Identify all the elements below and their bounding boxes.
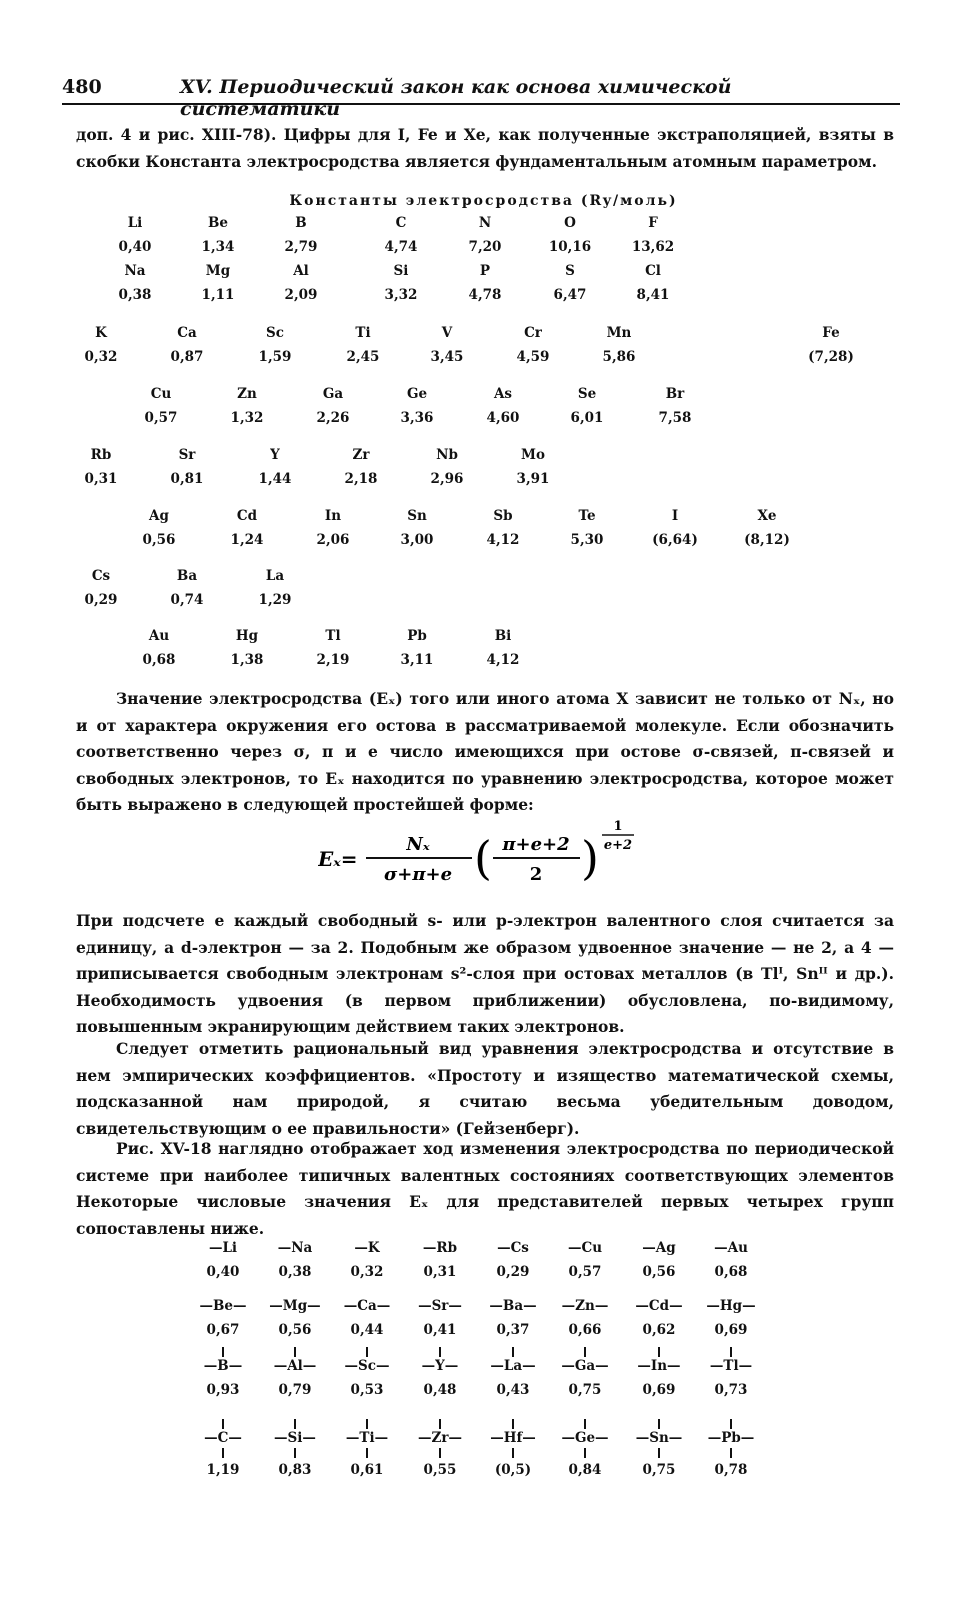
element-cell: [618, 215, 688, 255]
running-title: XV. Периодический закон как основа химической систематики: [180, 76, 732, 120]
element-bond-label: —Cd—: [635, 1298, 683, 1314]
bond-line: [294, 1347, 296, 1357]
element-cell: [240, 447, 310, 487]
group-cell: [407, 1240, 473, 1280]
element-value: 0,69: [714, 1322, 748, 1338]
paragraph-figure-ref: [76, 1136, 894, 1242]
element-value: 5,30: [570, 532, 604, 548]
header-rule: [62, 103, 900, 105]
equation-graphic: [318, 816, 658, 896]
element-bond-label: —Sn—: [635, 1430, 683, 1446]
element-cell: [552, 386, 622, 426]
element-symbol: Tl: [325, 628, 341, 644]
element-value: 2,18: [344, 471, 378, 487]
element-cell: [152, 568, 222, 608]
element-value: 3,36: [400, 410, 434, 426]
element-value: 2,19: [316, 652, 350, 668]
element-value: 0,41: [423, 1322, 457, 1338]
element-value: 0,78: [714, 1462, 748, 1478]
group-cell: [552, 1358, 618, 1398]
element-symbol: As: [493, 386, 513, 402]
element-value: 1,34: [201, 239, 235, 255]
element-cell: [732, 508, 802, 548]
element-symbol: B: [295, 215, 307, 231]
element-cell: [266, 215, 336, 255]
group-cell: [190, 1240, 256, 1280]
element-value: 0,75: [568, 1382, 602, 1398]
element-value: 1,32: [230, 410, 264, 426]
element-value: 0,79: [278, 1382, 312, 1398]
element-value: 8,41: [636, 287, 670, 303]
element-symbol: Se: [577, 386, 597, 402]
element-bond-label: —Sr—: [418, 1298, 462, 1314]
bond-line: [584, 1448, 586, 1458]
element-cell: [152, 447, 222, 487]
element-cell: [412, 325, 482, 365]
element-value: 0,32: [350, 1264, 384, 1280]
element-cell: [212, 386, 282, 426]
electroaffinity-equation: [318, 816, 658, 896]
element-symbol: Ca: [177, 325, 197, 341]
group-cell: [407, 1358, 473, 1398]
element-value: 7,20: [468, 239, 502, 255]
element-value: 1,59: [258, 349, 292, 365]
element-value: 4,78: [468, 287, 502, 303]
element-cell: [468, 628, 538, 668]
intro-paragraph: доп. 4 и рис. XIII-78). Цифры для I, Fe и Xe, как полученные экстраполяцией, взяты в скобки Константа электросродства является фундаментальным атомным параметром.: [76, 125, 894, 171]
element-value: 0,38: [278, 1264, 312, 1280]
element-symbol: Mn: [606, 325, 632, 341]
element-cell: [183, 263, 253, 303]
element-value: 0,75: [642, 1462, 676, 1478]
element-value: 4,12: [486, 652, 520, 668]
element-value: (6,64): [652, 532, 698, 548]
element-value: 0,69: [642, 1382, 676, 1398]
element-value: 2,06: [316, 532, 350, 548]
element-cell: [618, 263, 688, 303]
element-bond-label: —C—: [204, 1430, 242, 1446]
bond-line: [439, 1448, 441, 1458]
element-cell: [498, 447, 568, 487]
bond-line: [439, 1419, 441, 1429]
bond-line: [512, 1419, 514, 1429]
inner-denominator: 2: [529, 864, 543, 885]
element-value: 6,01: [570, 410, 604, 426]
bond-line: [730, 1419, 732, 1429]
element-bond-label: —Cs: [497, 1240, 529, 1256]
group-cell: [262, 1358, 328, 1398]
element-value: 0,56: [278, 1322, 312, 1338]
element-value: 0,55: [423, 1462, 457, 1478]
element-value: 10,16: [548, 239, 592, 255]
element-value: 0,31: [84, 471, 118, 487]
element-value: (0,5): [494, 1462, 532, 1478]
element-symbol: Ba: [176, 568, 198, 584]
paragraph-counting: При подсчете e каждый свободный s- или p-электрон валентного слоя считается за единицу, a d-электрон — за 2. Подобным же образом удвоенное значение — не 2, а 4 — приписывается свободным электронам s²-слоя при остовах металлов (в Tlᴵ, Snᴵᴵ и др.). Необходимость удвоения (в первом приближении) обусловлена, по-видимому, повышенным экранирующим действием таких электронов.: [76, 911, 894, 1036]
element-cell: [298, 628, 368, 668]
element-symbol: Cr: [524, 325, 542, 341]
element-bond-label: —Li: [208, 1240, 238, 1256]
table-title: Константы электросродства (Ry/моль): [289, 193, 678, 209]
element-symbol: Hg: [235, 628, 259, 644]
element-bond-label: —Tl—: [709, 1358, 753, 1374]
element-bond-label: —Si—: [274, 1430, 316, 1446]
element-value: 0,61: [350, 1462, 384, 1478]
element-symbol: La: [265, 568, 285, 584]
element-cell: [66, 447, 136, 487]
element-value: 2,96: [430, 471, 464, 487]
element-cell: [152, 325, 222, 365]
group-cell: [626, 1358, 692, 1398]
group-cell: [190, 1298, 256, 1338]
element-value: 0,48: [423, 1382, 457, 1398]
element-bond-label: —Au: [714, 1240, 748, 1256]
element-symbol: Cu: [150, 386, 172, 402]
element-value: (8,12): [744, 532, 790, 548]
element-cell: [366, 215, 436, 255]
bond-line: [222, 1448, 224, 1458]
element-value: 3,32: [384, 287, 418, 303]
element-symbol: C: [395, 215, 407, 231]
equation-numerator: Nₓ: [406, 834, 430, 855]
element-symbol: Xe: [757, 508, 777, 524]
element-value: 0,68: [714, 1264, 748, 1280]
element-value: 0,40: [206, 1264, 240, 1280]
element-value: 1,38: [230, 652, 264, 668]
element-value: 1,44: [258, 471, 292, 487]
element-cell: [640, 386, 710, 426]
bond-line: [658, 1347, 660, 1357]
element-symbol: Au: [148, 628, 170, 644]
element-symbol: Te: [578, 508, 596, 524]
element-bond-label: —Rb: [422, 1240, 458, 1256]
element-value: 0,53: [350, 1382, 384, 1398]
element-bond-label: —B—: [203, 1358, 243, 1374]
bond-line: [584, 1419, 586, 1429]
element-bond-label: —Zr—: [418, 1430, 462, 1446]
element-symbol: In: [324, 508, 342, 524]
element-symbol: Ga: [322, 386, 344, 402]
paragraph-text: Значение электросродства (Eₓ) того или иного атома X зависит не только от Nₓ, но и от характера окружения его остова в рассматриваемой молекуле. Если обозначить соответственно через σ, π и e число имеющихся при остове σ-связей, π-связей и свободных электронов, то Eₓ находится по уравнению электросродства, которое может быть выражено в следующей простейшей форме:: [76, 689, 894, 814]
element-cell: [640, 508, 710, 548]
page-number: 480: [62, 76, 102, 98]
element-cell: [366, 263, 436, 303]
element-cell: [66, 325, 136, 365]
element-cell: [450, 215, 520, 255]
element-value: 0,29: [496, 1264, 530, 1280]
exponent-numerator: 1: [613, 819, 623, 834]
inner-numerator: π+e+2: [502, 834, 570, 855]
element-cell: [796, 325, 866, 365]
element-bond-label: —Hf—: [490, 1430, 536, 1446]
element-cell: [124, 508, 194, 548]
element-value: 2,79: [284, 239, 318, 255]
element-value: 6,47: [553, 287, 587, 303]
element-symbol: Si: [393, 263, 409, 279]
element-symbol: Pb: [407, 628, 427, 644]
element-value: 0,31: [423, 1264, 457, 1280]
group-cell: [480, 1240, 546, 1280]
element-value: 0,29: [84, 592, 118, 608]
element-value: 0,40: [118, 239, 152, 255]
element-symbol: N: [478, 215, 492, 231]
element-bond-label: —Be—: [199, 1298, 247, 1314]
element-bond-label: —Zn—: [561, 1298, 609, 1314]
element-value: 0,81: [170, 471, 204, 487]
bond-line: [730, 1448, 732, 1458]
bond-line: [366, 1419, 368, 1429]
element-value: 4,60: [486, 410, 520, 426]
element-cell: [498, 325, 568, 365]
bond-line: [658, 1448, 660, 1458]
element-cell: [266, 263, 336, 303]
bond-line: [512, 1448, 514, 1458]
element-bond-label: —Ag: [642, 1240, 676, 1256]
element-cell: [240, 568, 310, 608]
element-cell: [535, 263, 605, 303]
group-cell: [698, 1240, 764, 1280]
element-cell: [552, 508, 622, 548]
element-cell: [126, 386, 196, 426]
element-symbol: Na: [124, 263, 146, 279]
bond-line: [294, 1419, 296, 1429]
bond-line: [439, 1347, 441, 1357]
element-symbol: Be: [208, 215, 228, 231]
element-symbol: K: [95, 325, 107, 341]
element-cell: [382, 628, 452, 668]
element-symbol: Bi: [494, 628, 512, 644]
group-cell: [626, 1298, 692, 1338]
element-symbol: Ag: [149, 508, 169, 524]
bond-line: [584, 1347, 586, 1357]
element-value: 4,59: [516, 349, 550, 365]
element-value: 0,38: [118, 287, 152, 303]
element-cell: [212, 628, 282, 668]
element-value: 0,56: [142, 532, 176, 548]
group-cell: [480, 1358, 546, 1398]
element-cell: [412, 447, 482, 487]
element-bond-label: —Mg—: [269, 1298, 321, 1314]
element-value: 0,44: [350, 1322, 384, 1338]
element-cell: [124, 628, 194, 668]
group-cell: [334, 1298, 400, 1338]
bond-line: [512, 1347, 514, 1357]
element-value: 0,66: [568, 1322, 602, 1338]
element-value: 1,19: [206, 1462, 240, 1478]
element-bond-label: —Ca—: [343, 1298, 391, 1314]
element-value: 0,56: [642, 1264, 676, 1280]
element-value: 0,32: [84, 349, 118, 365]
element-value: 3,45: [430, 349, 464, 365]
element-cell: [326, 447, 396, 487]
element-symbol: Zn: [237, 386, 257, 402]
bond-line: [294, 1448, 296, 1458]
element-symbol: Y: [270, 447, 280, 463]
paragraph-text: Рис. XV-18 наглядно отображает ход изменения электросродства по периодической системе при наиболее типичных валентных состояниях соответствующих элементов Некоторые числовые значения Eₓ для представителей первых четырех групп сопоставлены ниже.: [76, 1139, 894, 1238]
group-cell: [334, 1358, 400, 1398]
element-symbol: V: [441, 325, 453, 341]
element-value: 2,26: [316, 410, 350, 426]
group-cell: [552, 1298, 618, 1338]
element-symbol: Rb: [90, 447, 112, 463]
element-value: 3,11: [400, 652, 434, 668]
element-symbol: Sr: [178, 447, 196, 463]
element-value: 4,12: [486, 532, 520, 548]
equation-lhs: Eₓ=: [318, 847, 358, 871]
element-cell: [468, 386, 538, 426]
element-cell: [100, 263, 170, 303]
element-value: 7,58: [658, 410, 692, 426]
element-bond-label: —In—: [637, 1358, 681, 1374]
element-symbol: Li: [127, 215, 143, 231]
element-value: 1,11: [201, 287, 235, 303]
element-cell: [328, 325, 398, 365]
element-cell: [298, 386, 368, 426]
element-value: 0,74: [170, 592, 204, 608]
element-bond-label: —Cu: [567, 1240, 603, 1256]
element-symbol: Br: [665, 386, 685, 402]
element-value: 0,83: [278, 1462, 312, 1478]
element-symbol: Al: [293, 263, 309, 279]
paragraph-definition: [76, 686, 894, 819]
element-bond-label: —Ga—: [561, 1358, 609, 1374]
element-symbol: Zr: [352, 447, 370, 463]
element-value: 0,57: [568, 1264, 602, 1280]
element-value: 2,09: [284, 287, 318, 303]
right-paren: ): [581, 831, 599, 885]
element-symbol: Ge: [406, 386, 428, 402]
element-bond-label: —La—: [490, 1358, 536, 1374]
element-cell: [450, 263, 520, 303]
group-cell: [626, 1240, 692, 1280]
element-value: 1,24: [230, 532, 264, 548]
group-cell: [262, 1240, 328, 1280]
element-symbol: Sb: [493, 508, 513, 524]
element-bond-label: —Hg—: [706, 1298, 756, 1314]
element-symbol: Fe: [822, 325, 840, 341]
element-symbol: Ti: [355, 325, 371, 341]
element-cell: [382, 508, 452, 548]
bond-line: [730, 1347, 732, 1357]
element-cell: [66, 568, 136, 608]
element-value: 0,84: [568, 1462, 602, 1478]
element-bond-label: —Ti—: [345, 1430, 389, 1446]
element-bond-label: —Y—: [421, 1358, 459, 1374]
group-cell: [552, 1240, 618, 1280]
element-value: 13,62: [631, 239, 675, 255]
bond-line: [366, 1347, 368, 1357]
group-cell: [407, 1298, 473, 1338]
bond-line: [222, 1347, 224, 1357]
element-cell: [240, 325, 310, 365]
element-bond-label: —Sc—: [344, 1358, 390, 1374]
element-symbol: Cs: [91, 568, 111, 584]
group-cell: [190, 1358, 256, 1398]
element-value: 0,68: [142, 652, 176, 668]
element-cell: [382, 386, 452, 426]
element-value: 0,73: [714, 1382, 748, 1398]
element-symbol: F: [648, 215, 658, 231]
element-bond-label: —Al—: [273, 1358, 317, 1374]
element-cell: [584, 325, 654, 365]
element-value: 0,87: [170, 349, 204, 365]
element-value: 3,91: [516, 471, 550, 487]
element-symbol: Mo: [521, 447, 545, 463]
element-bond-label: —Ba—: [489, 1298, 537, 1314]
element-symbol: Nb: [436, 447, 458, 463]
element-value: 0,93: [206, 1382, 240, 1398]
paragraph-text: Следует отметить рациональный вид уравнения электросродства и отсутствие в нем эмпирических коэффициентов. «Простоту и изящество математической схемы, подсказанной нам природой, я считаю весьма убедительным доводом, свидетельствующим о ее правильности» (Гейзенберг).: [76, 1039, 894, 1138]
bond-line: [366, 1448, 368, 1458]
element-value: 0,37: [496, 1322, 530, 1338]
element-bond-label: —K: [354, 1240, 380, 1256]
left-paren: (: [474, 831, 492, 885]
element-symbol: O: [564, 215, 576, 231]
element-symbol: Mg: [205, 263, 231, 279]
element-symbol: S: [565, 263, 575, 279]
group-cell: [698, 1298, 764, 1338]
group-cell: [480, 1298, 546, 1338]
element-bond-label: —Pb—: [707, 1430, 755, 1446]
group-cell: [334, 1240, 400, 1280]
element-cell: [468, 508, 538, 548]
element-symbol: P: [479, 263, 491, 279]
element-symbol: Sc: [266, 325, 284, 341]
element-symbol: I: [671, 508, 679, 524]
element-cell: [298, 508, 368, 548]
group-cell: [698, 1358, 764, 1398]
element-value: 0,43: [496, 1382, 530, 1398]
element-symbol: Sn: [407, 508, 427, 524]
element-value: 2,45: [346, 349, 380, 365]
element-symbol: Cd: [236, 508, 258, 524]
element-value: 4,74: [384, 239, 418, 255]
element-value: 3,00: [400, 532, 434, 548]
bond-line: [222, 1419, 224, 1429]
element-value: 1,29: [258, 592, 292, 608]
element-bond-label: —Ge—: [561, 1430, 609, 1446]
element-bond-label: —Na: [277, 1240, 313, 1256]
element-cell: [535, 215, 605, 255]
paragraph-heisenberg: [76, 1036, 894, 1142]
element-cell: [100, 215, 170, 255]
element-value: 0,67: [206, 1322, 240, 1338]
bond-line: [658, 1419, 660, 1429]
exponent-denominator: e+2: [603, 838, 633, 853]
element-cell: [212, 508, 282, 548]
equation-denominator: σ+π+e: [383, 864, 453, 885]
group-cell: [262, 1298, 328, 1338]
element-value: (7,28): [808, 349, 854, 365]
element-value: 0,57: [144, 410, 178, 426]
element-value: 0,62: [642, 1322, 676, 1338]
element-value: 5,86: [602, 349, 636, 365]
element-cell: [183, 215, 253, 255]
element-symbol: Cl: [645, 263, 661, 279]
